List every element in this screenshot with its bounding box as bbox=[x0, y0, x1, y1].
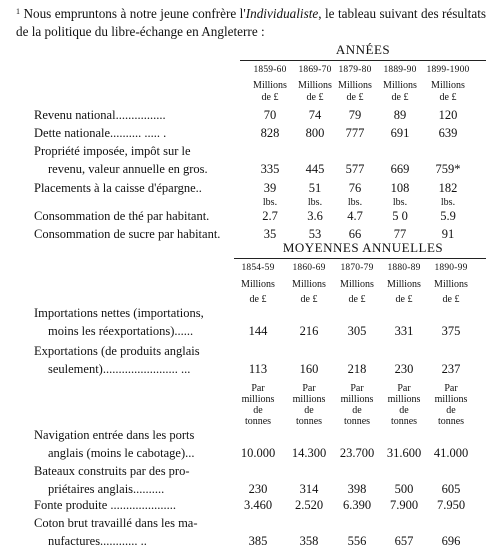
table2-unit2-2: de £ bbox=[348, 294, 366, 305]
table1-year-3: 1889-90 bbox=[383, 65, 417, 75]
table2-tonnes-unit: millions bbox=[387, 394, 421, 405]
table2-cell: 113 bbox=[248, 362, 268, 376]
table1-cell: 4.7 bbox=[347, 209, 363, 223]
table2-tonnes-unit: de bbox=[399, 405, 409, 416]
table2-unit-0: Millions bbox=[241, 279, 275, 290]
table2-year-4: 1890-99 bbox=[434, 263, 468, 273]
table1-cell: 53 bbox=[308, 227, 322, 241]
table2-row-label-cont: anglais (moins le cabotage)... bbox=[48, 446, 195, 460]
table1-cell: 91 bbox=[441, 227, 455, 241]
table1-cell: 66 bbox=[348, 227, 362, 241]
table1-row-label: Consommation de sucre par habitant. bbox=[34, 227, 221, 241]
table1-cell: 777 bbox=[345, 126, 365, 140]
table2-tonnes-unit: de bbox=[352, 405, 362, 416]
table1-year-4: 1899-1900 bbox=[426, 65, 470, 75]
table2-tonnes-unit: Par bbox=[397, 383, 411, 394]
table1-lbs-unit: lbs. bbox=[440, 197, 456, 208]
table2-cell: 216 bbox=[299, 324, 319, 338]
table1-unit2-2: de £ bbox=[346, 92, 364, 103]
table2-row-label: Importations nettes (importations, bbox=[34, 306, 204, 320]
table1-lbs-unit: lbs. bbox=[392, 197, 408, 208]
table1-cell: 120 bbox=[438, 108, 458, 122]
table1-row-label: Dette nationale.......... ..... . bbox=[34, 126, 167, 140]
table2-tonnes-unit: Par bbox=[302, 383, 316, 394]
table2-cell: 657 bbox=[394, 534, 414, 548]
table1-row-label: Consommation de thé par habitant. bbox=[34, 209, 210, 223]
table2-cell: 23.700 bbox=[339, 446, 375, 460]
table1-cell: 74 bbox=[308, 108, 322, 122]
footnote-paragraph bbox=[16, 3, 486, 41]
table2-tonnes-unit: de bbox=[253, 405, 263, 416]
journal-name: Individualiste bbox=[245, 6, 319, 21]
table2-tonnes-unit: Par bbox=[251, 383, 265, 394]
table2-cell: 31.600 bbox=[386, 446, 422, 460]
table2-tonnes-unit: Par bbox=[350, 383, 364, 394]
table2-tonnes-unit: de bbox=[304, 405, 314, 416]
table2-heading: MOYENNES ANNUELLES bbox=[282, 240, 444, 255]
table2-cell: 237 bbox=[441, 362, 461, 376]
table2-cell: 358 bbox=[299, 534, 319, 548]
table1-heading: ANNÉES bbox=[335, 42, 391, 57]
table1-cell: 3.6 bbox=[307, 209, 323, 223]
table2-cell: 144 bbox=[248, 324, 268, 338]
footnote-text-before: Nous empruntons à notre jeune confrère l' bbox=[23, 6, 246, 21]
table1-cell: 639 bbox=[438, 126, 458, 140]
table1-cell: 70 bbox=[263, 108, 277, 122]
table2-cell: 2.520 bbox=[294, 498, 324, 512]
table2-year-2: 1870-79 bbox=[340, 263, 374, 273]
table2-cell: 500 bbox=[394, 482, 414, 496]
table1-row-label: Propriété imposée, impôt sur le bbox=[34, 144, 191, 158]
table1-cell: 828 bbox=[260, 126, 280, 140]
table2-cell: 6.390 bbox=[342, 498, 372, 512]
table2-cell: 3.460 bbox=[243, 498, 273, 512]
table2-unit-3: Millions bbox=[387, 279, 421, 290]
table2-tonnes-unit: millions bbox=[434, 394, 468, 405]
table1-row-label: Revenu national................ bbox=[34, 108, 166, 122]
table1-unit-1: Millions bbox=[298, 80, 332, 91]
table2-cell: 7.900 bbox=[389, 498, 419, 512]
table2-cell: 375 bbox=[441, 324, 461, 338]
footnote-marker: 1 bbox=[16, 7, 20, 16]
table1-cell: 182 bbox=[438, 181, 458, 195]
table1-lbs-unit: lbs. bbox=[347, 197, 363, 208]
table2-cell: 305 bbox=[347, 324, 367, 338]
table2-cell: 230 bbox=[394, 362, 414, 376]
table2-cell: 7.950 bbox=[436, 498, 466, 512]
table2-tonnes-unit: de bbox=[446, 405, 456, 416]
table2-row-label: Navigation entrée dans les ports bbox=[34, 428, 195, 442]
table2-cell: 385 bbox=[248, 534, 268, 548]
table1-lbs-unit: lbs. bbox=[307, 197, 323, 208]
table1-cell: 89 bbox=[393, 108, 407, 122]
table1-unit-2: Millions bbox=[338, 80, 372, 91]
table2-tonnes-unit: Par bbox=[444, 383, 458, 394]
table2-cell: 605 bbox=[441, 482, 461, 496]
table2-tonnes-unit: tonnes bbox=[295, 416, 323, 427]
table1-cell: 79 bbox=[348, 108, 362, 122]
table1-unit2-3: de £ bbox=[391, 92, 409, 103]
table1-cell: 759* bbox=[435, 162, 461, 176]
table2-cell: 331 bbox=[394, 324, 414, 338]
table1-unit2-4: de £ bbox=[439, 92, 457, 103]
table1-cell: 577 bbox=[345, 162, 365, 176]
table2-unit2-4: de £ bbox=[442, 294, 460, 305]
table1-unit-3: Millions bbox=[383, 80, 417, 91]
table2-tonnes-unit: tonnes bbox=[437, 416, 465, 427]
table1-unit2-1: de £ bbox=[306, 92, 324, 103]
table2-year-1: 1860-69 bbox=[292, 263, 326, 273]
table1-row-label: Placements à la caisse d'épargne.. bbox=[34, 181, 202, 195]
table2-row-label-cont: seulement)........................ ... bbox=[48, 362, 191, 376]
table2-tonnes-unit: millions bbox=[241, 394, 275, 405]
table1-header-rule bbox=[240, 60, 486, 61]
table2-tonnes-unit: tonnes bbox=[244, 416, 272, 427]
table1-cell: 108 bbox=[390, 181, 410, 195]
table2-year-3: 1880-89 bbox=[387, 263, 421, 273]
table2-tonnes-unit: tonnes bbox=[390, 416, 418, 427]
table2-unit-2: Millions bbox=[340, 279, 374, 290]
table1-cell: 335 bbox=[260, 162, 280, 176]
table2-cell: 160 bbox=[299, 362, 319, 376]
table2-cell: 696 bbox=[441, 534, 461, 548]
table2-cell: 556 bbox=[347, 534, 367, 548]
table1-cell: 2.7 bbox=[262, 209, 278, 223]
table2-unit2-3: de £ bbox=[395, 294, 413, 305]
table1-cell: 800 bbox=[305, 126, 325, 140]
table1-row-label-cont: revenu, valeur annuelle en gros. bbox=[48, 162, 208, 176]
table2-year-0: 1854-59 bbox=[241, 263, 275, 273]
table1-year-0: 1859-60 bbox=[253, 65, 287, 75]
table1-unit-0: Millions bbox=[253, 80, 287, 91]
table2-unit2-1: de £ bbox=[300, 294, 318, 305]
table2-row-label: Fonte produite ..................... bbox=[34, 498, 177, 512]
footnote-text-after: , le tableau suivant des résultats de la politique du libre-échange en Angleterre : bbox=[16, 6, 486, 39]
table1-cell: 39 bbox=[263, 181, 277, 195]
table1-year-1: 1869-70 bbox=[298, 65, 332, 75]
table2-cell: 41.000 bbox=[433, 446, 469, 460]
table2-row-label: Bateaux construits par des pro- bbox=[34, 464, 190, 478]
table2-tonnes-unit: tonnes bbox=[343, 416, 371, 427]
table2-cell: 314 bbox=[299, 482, 319, 496]
table1-cell: 445 bbox=[305, 162, 325, 176]
table1-cell: 691 bbox=[390, 126, 410, 140]
table1-lbs-unit: lbs. bbox=[262, 197, 278, 208]
table2-cell: 230 bbox=[248, 482, 268, 496]
table1-cell: 77 bbox=[393, 227, 407, 241]
table1-cell: 5 0 bbox=[392, 209, 408, 223]
table2-cell: 398 bbox=[347, 482, 367, 496]
table2-header-rule bbox=[234, 258, 486, 259]
table2-unit-1: Millions bbox=[292, 279, 326, 290]
table2-cell: 10.000 bbox=[240, 446, 276, 460]
table2-row-label-cont: nufactures............ .. bbox=[48, 534, 147, 548]
table1-cell: 35 bbox=[263, 227, 277, 241]
table2-row-label-cont: moins les réexportations)...... bbox=[48, 324, 194, 338]
table1-cell: 51 bbox=[308, 181, 322, 195]
table1-cell: 5.9 bbox=[440, 209, 456, 223]
table2-tonnes-unit: millions bbox=[340, 394, 374, 405]
table2-tonnes-unit: millions bbox=[292, 394, 326, 405]
table1-cell: 669 bbox=[390, 162, 410, 176]
table2-row-label: Coton brut travaillé dans les ma- bbox=[34, 516, 198, 530]
table1-unit2-0: de £ bbox=[261, 92, 279, 103]
table1-year-2: 1879-80 bbox=[338, 65, 372, 75]
table1-cell: 76 bbox=[348, 181, 362, 195]
table2-cell: 218 bbox=[347, 362, 367, 376]
table2-unit-4: Millions bbox=[434, 279, 468, 290]
table1-unit-4: Millions bbox=[431, 80, 465, 91]
table2-row-label: Exportations (de produits anglais bbox=[34, 344, 200, 358]
table2-row-label-cont: priétaires anglais.......... bbox=[48, 482, 165, 496]
table2-cell: 14.300 bbox=[291, 446, 327, 460]
table2-unit2-0: de £ bbox=[249, 294, 267, 305]
